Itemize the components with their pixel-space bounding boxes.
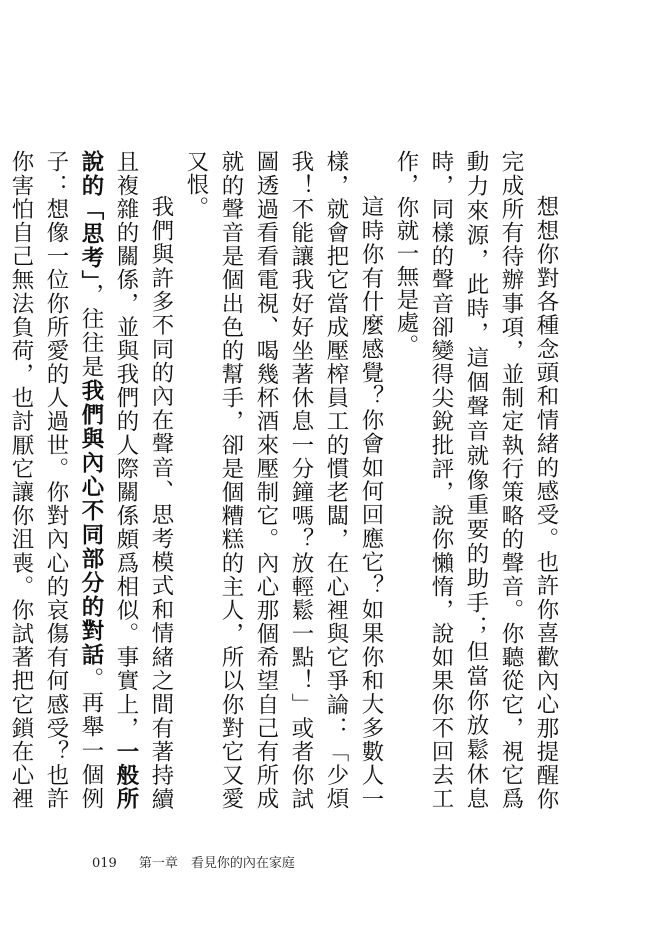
- paragraph-3-bold-thinking: 一般所說的「思考」: [78, 150, 139, 811]
- paragraph-3-text-c: 。再舉一個例子：想像一位你所愛的人過世。你對內心的哀傷有何感受？也許你害怕自己無法負荷，也討厭它讓你沮喪。你試著把它鎖在心裡: [8, 150, 104, 811]
- paragraph-2-text: 這時你有什麼感覺？你會如何回應它？如果你和大多數人一樣，就會把它當成壓榨員工的慣老闆，在心裡與它爭論：「少煩我！不能讓我好好坐著休息一分鐘嗎？放輕鬆一點！」或者你試圖透過看看電視、喝幾杯酒來壓制它。內心那個希望自己有所成就的聲音是個出色的幫手，卻是個糟糕的主人，所以你對它又愛又恨。: [183, 150, 384, 810]
- page-number: 019: [92, 856, 117, 871]
- body-text: [0, 150, 563, 810]
- paragraph-1: [388, 150, 563, 810]
- paragraph-3-text-a: 我們與許多不同的內在聲音、思考模式和情緒之間有著持續且複雜的關係，並與我們的人際關係頗爲相似。事實上，: [113, 150, 174, 810]
- paragraph-3: [0, 150, 178, 810]
- page-footer: [92, 852, 295, 871]
- paragraph-3-text-b: ，往往是: [78, 282, 104, 379]
- paragraph-2: [178, 150, 388, 810]
- chapter-title: 第一章 看見你的內在家庭: [138, 856, 295, 871]
- paragraph-1-text: 想想你對各種念頭和情緒的感受。也許你喜歡內心那提醒你完成所有待辦事項，並制定執行策略的聲音。你聽從它，視它爲動力來源，此時，這個聲音就像重要的助手；但當你放鬆休息時，同樣的聲音卻變得尖銳批評，說你懶惰，說如果你不回去工作，你就一無是處。: [393, 150, 559, 810]
- paragraph-3-bold-dialogue: 我們與內心不同部分的對話: [78, 378, 104, 667]
